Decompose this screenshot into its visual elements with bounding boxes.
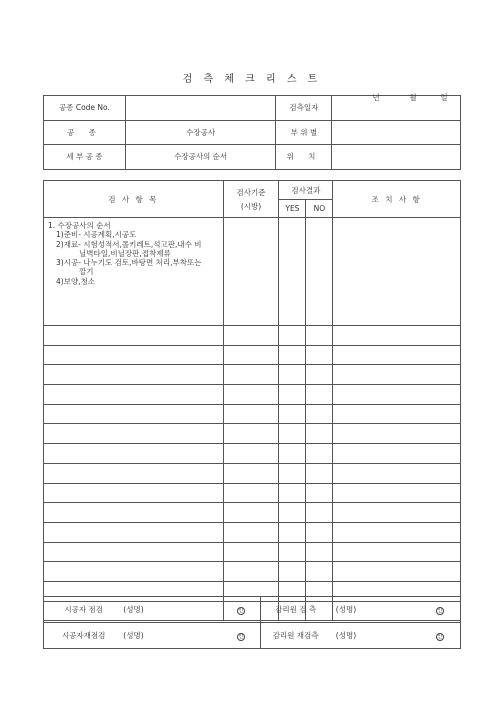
- checklist-empty-row: [44, 542, 461, 562]
- checklist-empty-row: [44, 463, 461, 483]
- empty-no-cell[interactable]: [306, 463, 333, 483]
- signature-table: [43, 596, 461, 649]
- header-action: 조 치 사 항: [333, 181, 461, 218]
- checklist-empty-rows: [44, 326, 461, 621]
- empty-action-cell[interactable]: [333, 503, 461, 523]
- info-label-code: 공종 Code No.: [44, 96, 126, 121]
- header-items: 검 사 항 목: [44, 181, 224, 218]
- empty-action-cell[interactable]: [333, 562, 461, 582]
- empty-standard-cell[interactable]: [223, 424, 279, 444]
- checklist-empty-row: [44, 326, 461, 346]
- items-line: 2)재료- 시험성적서,몰키레트,석고판,내수 비: [56, 239, 202, 249]
- content-yes-cell[interactable]: [279, 218, 306, 326]
- empty-standard-cell[interactable]: [223, 345, 279, 365]
- empty-yes-cell[interactable]: [279, 562, 306, 582]
- checklist-empty-row: [44, 404, 461, 424]
- empty-action-cell[interactable]: [333, 463, 461, 483]
- empty-yes-cell[interactable]: [279, 542, 306, 562]
- empty-item-cell[interactable]: [44, 503, 224, 523]
- empty-action-cell[interactable]: [333, 444, 461, 464]
- signature-row-1: [44, 597, 461, 623]
- empty-item-cell[interactable]: [44, 463, 224, 483]
- empty-action-cell[interactable]: [333, 424, 461, 444]
- empty-standard-cell[interactable]: [223, 542, 279, 562]
- items-line: 1)준비- 시공계획,시공도: [56, 230, 137, 240]
- info-row-code: [44, 96, 461, 121]
- checklist-empty-row: [44, 522, 461, 542]
- date-month-label: 월: [409, 93, 417, 102]
- items-line: 깔기: [79, 267, 94, 277]
- info-value-detail[interactable]: 수장공사의 순서: [125, 145, 276, 170]
- checklist-empty-row: [44, 562, 461, 582]
- sign-role-contractor-check: 시공자 점검: [44, 597, 124, 623]
- sign-name-supervisor-check[interactable]: (성명): [330, 597, 420, 623]
- empty-standard-cell[interactable]: [223, 463, 279, 483]
- info-row-work-type: [44, 120, 461, 145]
- empty-standard-cell[interactable]: [223, 385, 279, 405]
- seal-icon: 인: [420, 623, 461, 649]
- info-label-location: 위 치: [276, 145, 332, 170]
- sign-role-supervisor-recheck: 감리원 재검측: [261, 623, 330, 649]
- empty-item-cell[interactable]: [44, 522, 224, 542]
- empty-item-cell[interactable]: [44, 542, 224, 562]
- checklist-empty-row: [44, 345, 461, 365]
- header-no: NO: [306, 200, 333, 218]
- empty-no-cell[interactable]: [306, 483, 333, 503]
- checklist-empty-row: [44, 424, 461, 444]
- checklist-content-row: [44, 218, 461, 326]
- info-label-detail: 세 부 공 종: [44, 145, 126, 170]
- sign-name-contractor-recheck[interactable]: (성명): [123, 623, 221, 649]
- empty-yes-cell[interactable]: [279, 483, 306, 503]
- header-standard-line2: (시방): [240, 201, 262, 211]
- content-no-cell[interactable]: [306, 218, 333, 326]
- empty-yes-cell[interactable]: [279, 424, 306, 444]
- checklist-empty-row: [44, 444, 461, 464]
- seal-icon: 인: [420, 597, 461, 623]
- sign-name-contractor-check[interactable]: (성명): [123, 597, 221, 623]
- items-line: 닐벽타일,비닐장판,접착제류: [79, 248, 171, 258]
- empty-yes-cell[interactable]: [279, 365, 306, 385]
- document-title: 검 측 체 크 리 스 트: [182, 74, 322, 85]
- checklist-header-row: [44, 181, 461, 200]
- empty-action-cell[interactable]: [333, 542, 461, 562]
- empty-yes-cell[interactable]: [279, 385, 306, 405]
- empty-item-cell[interactable]: [44, 345, 224, 365]
- empty-item-cell[interactable]: [44, 365, 224, 385]
- sign-name-supervisor-recheck[interactable]: (성명): [330, 623, 420, 649]
- empty-no-cell[interactable]: [306, 522, 333, 542]
- info-row-detail: [44, 145, 461, 170]
- empty-action-cell[interactable]: [333, 385, 461, 405]
- empty-standard-cell[interactable]: [223, 483, 279, 503]
- empty-standard-cell[interactable]: [223, 522, 279, 542]
- sign-role-contractor-recheck: 시공자재점검: [44, 623, 124, 649]
- items-line: 4)보양,청소: [56, 276, 96, 286]
- empty-no-cell[interactable]: [306, 404, 333, 424]
- info-label-part: 부 위 별: [276, 120, 332, 145]
- empty-yes-cell[interactable]: [279, 444, 306, 464]
- checklist-empty-row: [44, 503, 461, 523]
- empty-item-cell[interactable]: [44, 483, 224, 503]
- checklist-empty-row: [44, 385, 461, 405]
- empty-action-cell[interactable]: [333, 404, 461, 424]
- checklist-items-text: [44, 218, 224, 326]
- info-value-part[interactable]: [332, 120, 461, 145]
- empty-standard-cell[interactable]: [223, 562, 279, 582]
- empty-no-cell[interactable]: [306, 345, 333, 365]
- empty-no-cell[interactable]: [306, 424, 333, 444]
- info-table: [43, 95, 461, 170]
- empty-action-cell[interactable]: [333, 326, 461, 346]
- content-standard-cell[interactable]: [223, 218, 279, 326]
- header-result: 검사결과: [279, 181, 333, 200]
- empty-action-cell[interactable]: [333, 345, 461, 365]
- empty-standard-cell[interactable]: [223, 404, 279, 424]
- items-line: 3)시공- 나누기도 검토,바탕면 처리,부착또는: [56, 258, 202, 268]
- info-value-work-type[interactable]: 수장공사: [125, 120, 276, 145]
- empty-standard-cell[interactable]: [223, 503, 279, 523]
- empty-standard-cell[interactable]: [223, 444, 279, 464]
- empty-no-cell[interactable]: [306, 562, 333, 582]
- empty-yes-cell[interactable]: [279, 326, 306, 346]
- date-year-label: 년: [372, 93, 380, 102]
- empty-no-cell[interactable]: [306, 542, 333, 562]
- empty-no-cell[interactable]: [306, 385, 333, 405]
- sign-role-supervisor-check: 감리원 검 측: [261, 597, 330, 623]
- empty-item-cell[interactable]: [44, 385, 224, 405]
- empty-item-cell[interactable]: [44, 424, 224, 444]
- empty-yes-cell[interactable]: [279, 345, 306, 365]
- info-label-work-type: 공 종: [44, 120, 126, 145]
- empty-item-cell[interactable]: [44, 326, 224, 346]
- empty-standard-cell[interactable]: [223, 365, 279, 385]
- empty-no-cell[interactable]: [306, 326, 333, 346]
- empty-yes-cell[interactable]: [279, 404, 306, 424]
- empty-action-cell[interactable]: [333, 365, 461, 385]
- header-standard: [223, 181, 279, 218]
- content-action-cell[interactable]: [333, 218, 461, 326]
- empty-item-cell[interactable]: [44, 562, 224, 582]
- info-value-code[interactable]: [125, 96, 276, 121]
- info-value-location[interactable]: [332, 145, 461, 170]
- header-yes: YES: [279, 200, 306, 218]
- signature-row-2: [44, 623, 461, 649]
- date-day-label: 일: [440, 93, 448, 102]
- empty-action-cell[interactable]: [333, 483, 461, 503]
- items-heading: 1. 수장공사의 순서: [48, 221, 111, 230]
- empty-action-cell[interactable]: [333, 522, 461, 542]
- empty-yes-cell[interactable]: [279, 463, 306, 483]
- empty-item-cell[interactable]: [44, 444, 224, 464]
- seal-icon: 인: [221, 597, 261, 623]
- seal-icon: 인: [221, 623, 261, 649]
- empty-item-cell[interactable]: [44, 404, 224, 424]
- info-label-date: 검측일자: [276, 96, 332, 121]
- checklist-empty-row: [44, 365, 461, 385]
- header-standard-line1: 검사기준: [236, 187, 266, 197]
- items-lines: [48, 230, 219, 286]
- empty-standard-cell[interactable]: [223, 326, 279, 346]
- empty-no-cell[interactable]: [306, 503, 333, 523]
- checklist-empty-row: [44, 483, 461, 503]
- info-value-date[interactable]: [332, 93, 461, 121]
- checklist-table: [43, 180, 461, 621]
- empty-no-cell[interactable]: [306, 365, 333, 385]
- empty-yes-cell[interactable]: [279, 522, 306, 542]
- empty-no-cell[interactable]: [306, 444, 333, 464]
- empty-yes-cell[interactable]: [279, 503, 306, 523]
